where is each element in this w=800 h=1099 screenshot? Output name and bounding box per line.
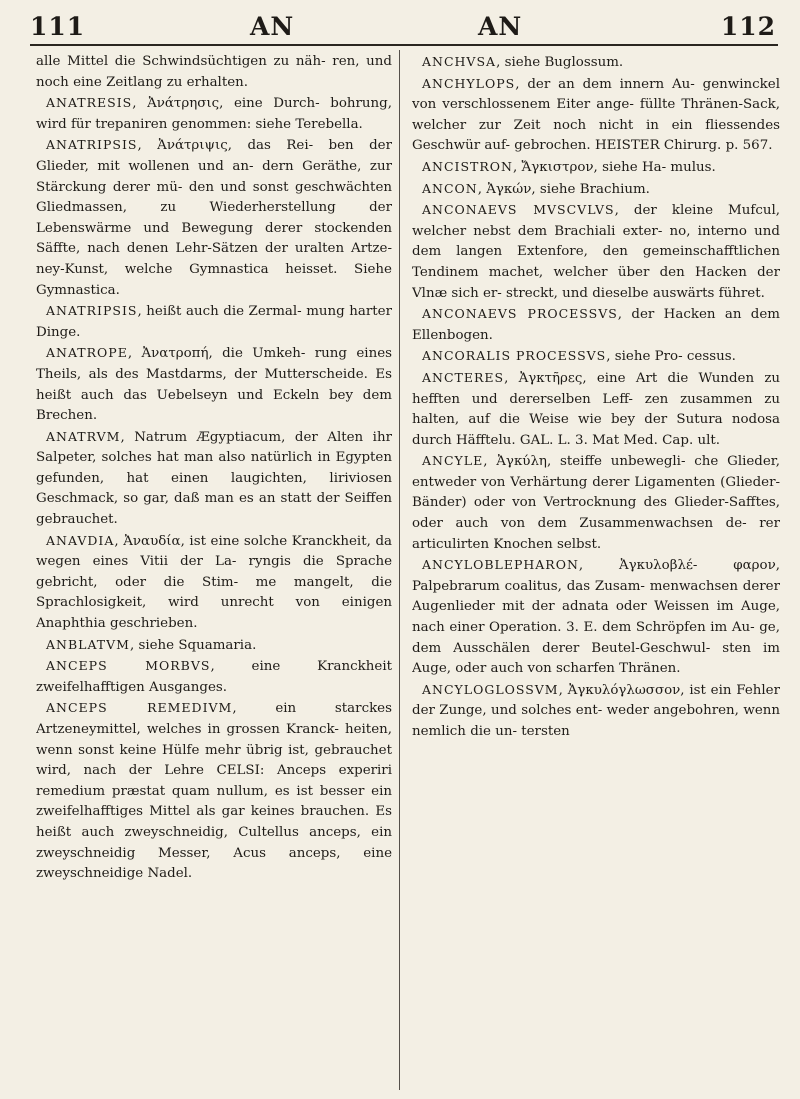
entry-text: , der Hacken an dem Ellenbogen. bbox=[412, 307, 780, 343]
entry-headword: ANCON bbox=[422, 180, 478, 196]
entry-headword: ANCONAEVS PROCESSVS bbox=[422, 306, 618, 322]
entry-headword: ANATROPE bbox=[46, 345, 128, 361]
entry-text: alle Mittel die Schwindsüchtigen zu näh- ren, und noch eine Zeitlang zu erhalten. bbox=[36, 54, 392, 90]
entry-text: , ein starckes Artzeneymittel, welches in grossen Kranck- heiten, wenn sonst keine Hülfe mehr übrig ist, gebrauchet wird, nach der Lehre CELSI: Anceps experiri remedium præstat quam nullum, es ist besser ein zweifelhafftiges Mittel als gar keines brauchen. Es heißt auch zweyschneidig, Cultellus anceps, ein zweyschneidig Messer, Acus anceps, eine zweyschneidige Nadel. bbox=[36, 701, 392, 882]
entry-headword: ANCEPS REMEDIVM bbox=[46, 700, 233, 716]
entry-headword: ANAVDIA bbox=[46, 532, 115, 548]
entry-text: , der an dem innern Au- genwinckel von verschlossenem Eiter ange- füllte Thränen-Sack, welcher zur Zeit noch nicht in ein fliessendes Geschwür auf- gebrochen. HEISTER Chirurg. p. 567. bbox=[412, 76, 780, 154]
entry-text: , Ἀγκύλη, steiffe unbewegli- che Glieder, entweder von Verhärtung derer Ligamenten (Glieder-Bänder) oder von Vertrocknung des Glieder-Safftes, oder auch von dem Zusammenwachsen de- rer articulirten Knochen selbst. bbox=[412, 454, 780, 552]
dictionary-entry bbox=[36, 635, 392, 657]
entry-headword: ANCORALIS PROCESSVS bbox=[422, 348, 607, 364]
entry-headword: ANCEPS MORBVS bbox=[46, 658, 211, 674]
entry-headword: ANCHVSA bbox=[422, 54, 497, 69]
page-number-left: 111 bbox=[30, 12, 86, 41]
entry-text: , Ἀγκυλόγλωσσον, ist ein Fehler der Zunge, und solches ent- weder angebohren, wenn nemlich die un- tersten bbox=[412, 682, 780, 739]
dictionary-entry bbox=[412, 368, 780, 451]
entry-headword: ANCTERES bbox=[422, 369, 505, 385]
page-number-right: 112 bbox=[720, 12, 776, 41]
dictionary-entry bbox=[412, 179, 780, 201]
running-head-right: AN bbox=[478, 12, 523, 41]
entry-text: , heißt auch die Zermal- mung harter Dinge. bbox=[36, 304, 392, 340]
right-column bbox=[412, 52, 780, 1092]
running-head-left: AN bbox=[250, 12, 295, 41]
page-header bbox=[30, 10, 778, 46]
entry-headword: ANCYLOGLOSSVM bbox=[422, 681, 559, 697]
dictionary-entry bbox=[36, 343, 392, 426]
entry-text: , Ἀνατροπή, die Umkeh- rung eines Theils, als des Mastdarms, der Mutterscheide. Es heißt auch das Uebelseyn und Eckeln bey dem Brechen. bbox=[36, 346, 392, 424]
dictionary-entry bbox=[36, 698, 392, 884]
entry-text: , Natrum Ægyptiacum, der Alten ihr Salpeter, solches hat man also natürlich in Egypten gefunden, hat einen laugichten, liriviosen Geschmack, so gar, daß man es an statt der Seiffen gebrauchet. bbox=[36, 429, 392, 528]
entry-text: , Ἀγκτῆρες, eine Art die Wunden zu hefften und dererselben Leff- zen zusammen zu halten, auf die Weise wie bey der Sutura nodosa durch Häfftelu. GAL. L. 3. Mat Med. Cap. ult. bbox=[412, 370, 780, 448]
dictionary-entry bbox=[412, 200, 780, 304]
entry-text: , Ἀγκών, siehe Brachium. bbox=[477, 181, 650, 197]
entry-text: , Ἀνάτριψις, das Rei- ben der Glieder, mit wollenen und an- dern Geräthe, zur Stärckung derer mü- den und sonst geschwächten Gliedmassen, zu Wiederherstellung der Lebenswärme und Bewegung derer stockenden Säffte, nach denen Lehr-Sätzen der uralten Artze- ney-Kunst, welche Gymnastica heisset. Siehe Gymnastica. bbox=[36, 138, 392, 298]
dictionary-entry bbox=[36, 52, 392, 93]
entry-headword: ANCHYLOPS bbox=[422, 75, 516, 91]
dictionary-entry bbox=[36, 531, 392, 635]
dictionary-entry bbox=[36, 656, 392, 698]
dictionary-entry bbox=[36, 427, 392, 531]
entry-text: , eine Kranckheit zweifelhafftigen Ausganges. bbox=[36, 659, 392, 695]
entry-headword: ANBLATVM bbox=[46, 636, 130, 652]
entry-text: , siehe Pro- cessus. bbox=[606, 349, 736, 365]
entry-headword: ANATRIPSIS bbox=[46, 137, 138, 153]
left-column bbox=[36, 52, 392, 1092]
dictionary-entry bbox=[412, 555, 780, 680]
entry-text: , Ἀναυδία, ist eine solche Kranckheit, da wegen eines Vitii der La- ryngis die Sprache gebricht, oder die Stim- me mangelt, die Sprachlosigkeit, wird unrecht von einigen Anaphthia geschrieben. bbox=[36, 533, 392, 632]
dictionary-entry bbox=[412, 52, 780, 74]
dictionary-entry bbox=[412, 304, 780, 346]
entry-headword: ANATRVM bbox=[46, 428, 121, 444]
entry-headword: ANCISTRON bbox=[422, 158, 513, 174]
entry-headword: ANCYLOBLEPHARON bbox=[422, 557, 579, 573]
entry-text: , siehe Squamaria. bbox=[129, 637, 257, 653]
dictionary-entry bbox=[36, 301, 392, 343]
dictionary-entry bbox=[412, 680, 780, 743]
dictionary-entry bbox=[412, 157, 780, 179]
entry-text: , Ἀγκυλοβλέ- φαρον, Palpebrarum coalitus, das Zusam- menwachsen derer Augenlieder mit der adnata oder Weissen im Auge, nach einer Operation. 3. E. dem Schröpfen im Au- ge, dem Ausschälen derer Beutel-Geschwul- sten im Auge, oder auch von scharfen Thränen. bbox=[412, 558, 780, 677]
entry-text: , Ἄγκιστρον, siehe Ha- mulus. bbox=[512, 159, 716, 175]
entry-text: , Ἀνάτρησις, eine Durch- bohrung, wird für trepaniren genommen: siehe Terebella. bbox=[36, 96, 392, 132]
dictionary-entry bbox=[412, 74, 780, 157]
entry-headword: ANCONAEVS MVSCVLVS bbox=[422, 202, 615, 218]
entry-headword: ANCYLE bbox=[422, 453, 484, 469]
dictionary-entry bbox=[36, 135, 392, 301]
dictionary-entry bbox=[412, 451, 780, 555]
dictionary-entry bbox=[36, 93, 392, 135]
entry-headword: ANATRESIS bbox=[46, 95, 133, 111]
column-divider bbox=[399, 50, 400, 1090]
entry-headword: ANATRIPSIS bbox=[46, 303, 138, 319]
dictionary-entry bbox=[412, 346, 780, 368]
entry-text: , der kleine Mufcul, welcher nebst dem Brachiali exter- no, interno und dem langen Extenfore, den gemeinschafftlichen Tendinem machet, welcher über den Hacken der Vlnæ sich er- streckt, und dieselbe auswärts führet. bbox=[412, 203, 780, 301]
entry-text: , siehe Buglossum. bbox=[496, 55, 624, 70]
